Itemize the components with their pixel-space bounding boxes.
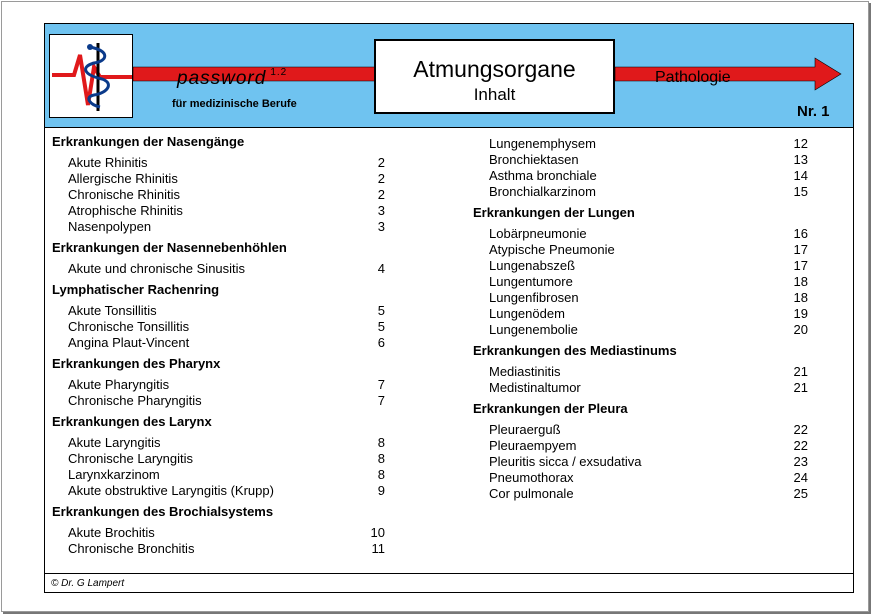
entry-page-number: 7 [377,377,385,392]
section-heading: Erkrankungen des Pharynx [52,356,221,371]
entry-page-number: 24 [793,470,808,485]
index-entry [52,219,385,235]
entry-page-number: 22 [793,438,808,453]
entry-label: Lungenödem [489,306,565,321]
index-entry [473,454,808,470]
section-heading: Lymphatischer Rachenring [52,282,220,297]
right-column [473,136,808,507]
index-entry [52,525,385,541]
entry-page-number: 16 [793,226,808,241]
index-entry [473,364,808,380]
index-entry [52,171,385,187]
index-entry [52,335,385,351]
entry-label: Medistinaltumor [489,380,581,395]
brand-version: 1.2 [270,67,288,78]
index-entry [473,380,808,396]
page-title: Atmungsorgane [413,56,576,82]
entry-label: Akute und chronische Sinusitis [68,261,246,276]
entry-label: Lungenabszeß [489,258,576,273]
section-heading: Erkrankungen des Mediastinums [473,343,677,358]
entry-label: Chronische Bronchitis [68,541,195,556]
section-heading: Erkrankungen der Pleura [473,401,628,416]
index-entry [473,152,808,168]
entry-page-number: 11 [371,541,385,556]
index-entry [52,393,385,409]
index-entry [52,303,385,319]
entry-label: Angina Plaut-Vincent [68,335,190,350]
entry-page-number: 17 [793,242,808,257]
entry-label: Pneumothorax [489,470,574,485]
section-heading: Erkrankungen der Lungen [473,205,635,220]
index-entry [52,435,385,451]
copyright-text: © Dr. G Lampert [51,578,125,589]
index-card [44,23,854,593]
title-box [374,39,615,114]
entry-label: Bronchialkarzinom [489,184,596,199]
entry-page-number: 12 [793,136,808,151]
entry-page-number: 20 [793,322,808,337]
index-entry [473,168,808,184]
section-heading: Erkrankungen des Larynx [52,414,212,429]
entry-label: Chronische Rhinitis [68,187,180,202]
entry-page-number: 18 [793,290,808,305]
index-entry [473,242,808,258]
entry-page-number: 3 [377,219,385,234]
entry-label: Lungenembolie [489,322,578,337]
index-entry [473,184,808,200]
index-entry [473,258,808,274]
index-entry [473,306,808,322]
entry-page-number: 19 [793,306,808,321]
entry-label: Mediastinitis [489,364,561,379]
entry-page-number: 9 [377,483,385,498]
entry-label: Cor pulmonale [489,486,574,501]
entry-label: Akute Brochitis [68,525,155,540]
entry-page-number: 3 [377,203,385,218]
index-entry [52,483,385,499]
entry-label: Chronische Laryngitis [68,451,194,466]
entry-label: Lungentumore [489,274,573,289]
caduceus-logo [49,34,133,118]
entry-page-number: 21 [793,380,808,395]
entry-label: Akute Tonsillitis [68,303,157,318]
window-frame [1,1,869,612]
entry-page-number: 22 [793,422,808,437]
category-label: Pathologie [655,69,731,86]
entry-label: Akute Pharyngitis [68,377,170,392]
caduceus-icon [50,35,132,117]
entry-label: Akute Rhinitis [68,155,148,170]
index-entry [473,290,808,306]
page-subtitle: Inhalt [473,85,516,104]
entry-page-number: 5 [377,303,385,318]
header-banner [45,24,853,128]
index-entry [52,155,385,171]
entry-label: Lobärpneumonie [489,226,587,241]
index-entry [473,226,808,242]
entry-page-number: 2 [377,171,385,186]
entry-label: Atypische Pneumonie [489,242,615,257]
entry-page-number: 8 [377,435,385,450]
index-entry [52,319,385,335]
entry-page-number: 5 [377,319,385,334]
index-entry [473,274,808,290]
index-entry [473,322,808,338]
index-entry [473,422,808,438]
section-heading: Erkrankungen der Nasengänge [52,134,245,149]
entry-label: Nasenpolypen [68,219,152,234]
brand-label: password [177,68,267,89]
entry-label: Larynxkarzinom [68,467,160,482]
entry-label: Pleuraerguß [489,422,561,437]
entry-page-number: 15 [793,184,808,199]
brand-name [177,67,287,90]
entry-page-number: 8 [377,467,385,482]
entry-page-number: 4 [377,261,385,276]
entry-label: Atrophische Rhinitis [68,203,183,218]
entry-page-number: 7 [377,393,385,408]
entry-page-number: 21 [793,364,808,379]
index-entry [52,541,385,557]
entry-page-number: 8 [377,451,385,466]
entry-page-number: 25 [793,486,808,501]
entry-label: Bronchiektasen [489,152,579,167]
index-entry [473,470,808,486]
entry-label: Lungenemphysem [489,136,596,151]
index-entry [52,261,385,277]
entry-label: Chronische Tonsillitis [68,319,190,334]
entry-page-number: 23 [793,454,808,469]
section-heading: Erkrankungen der Nasennebenhöhlen [52,240,287,255]
card-number: Nr. 1 [797,103,830,120]
entry-label: Akute Laryngitis [68,435,161,450]
entry-label: Pleuritis sicca / exsudativa [489,454,642,469]
index-entry [473,486,808,502]
section-heading: Erkrankungen des Brochialsystems [52,504,274,519]
entry-page-number: 2 [377,187,385,202]
entry-page-number: 17 [793,258,808,273]
index-entry [52,203,385,219]
entry-page-number: 2 [377,155,385,170]
entry-label: Akute obstruktive Laryngitis (Krupp) [68,483,274,498]
index-entry [52,451,385,467]
entry-label: Lungenfibrosen [489,290,579,305]
entry-page-number: 6 [377,335,385,350]
index-entry [52,187,385,203]
entry-label: Allergische Rhinitis [68,171,178,186]
entry-page-number: 13 [793,152,808,167]
footer-divider [45,573,853,574]
tagline: für medizinische Berufe [172,98,297,110]
index-entry [473,136,808,152]
entry-label: Pleuraempyem [489,438,577,453]
entry-label: Asthma bronchiale [489,168,597,183]
index-entry [52,377,385,393]
index-entry [52,467,385,483]
left-column [52,134,385,562]
entry-page-number: 14 [793,168,808,183]
entry-page-number: 18 [793,274,808,289]
entry-page-number: 10 [370,525,385,540]
index-entry [473,438,808,454]
entry-label: Chronische Pharyngitis [68,393,202,408]
